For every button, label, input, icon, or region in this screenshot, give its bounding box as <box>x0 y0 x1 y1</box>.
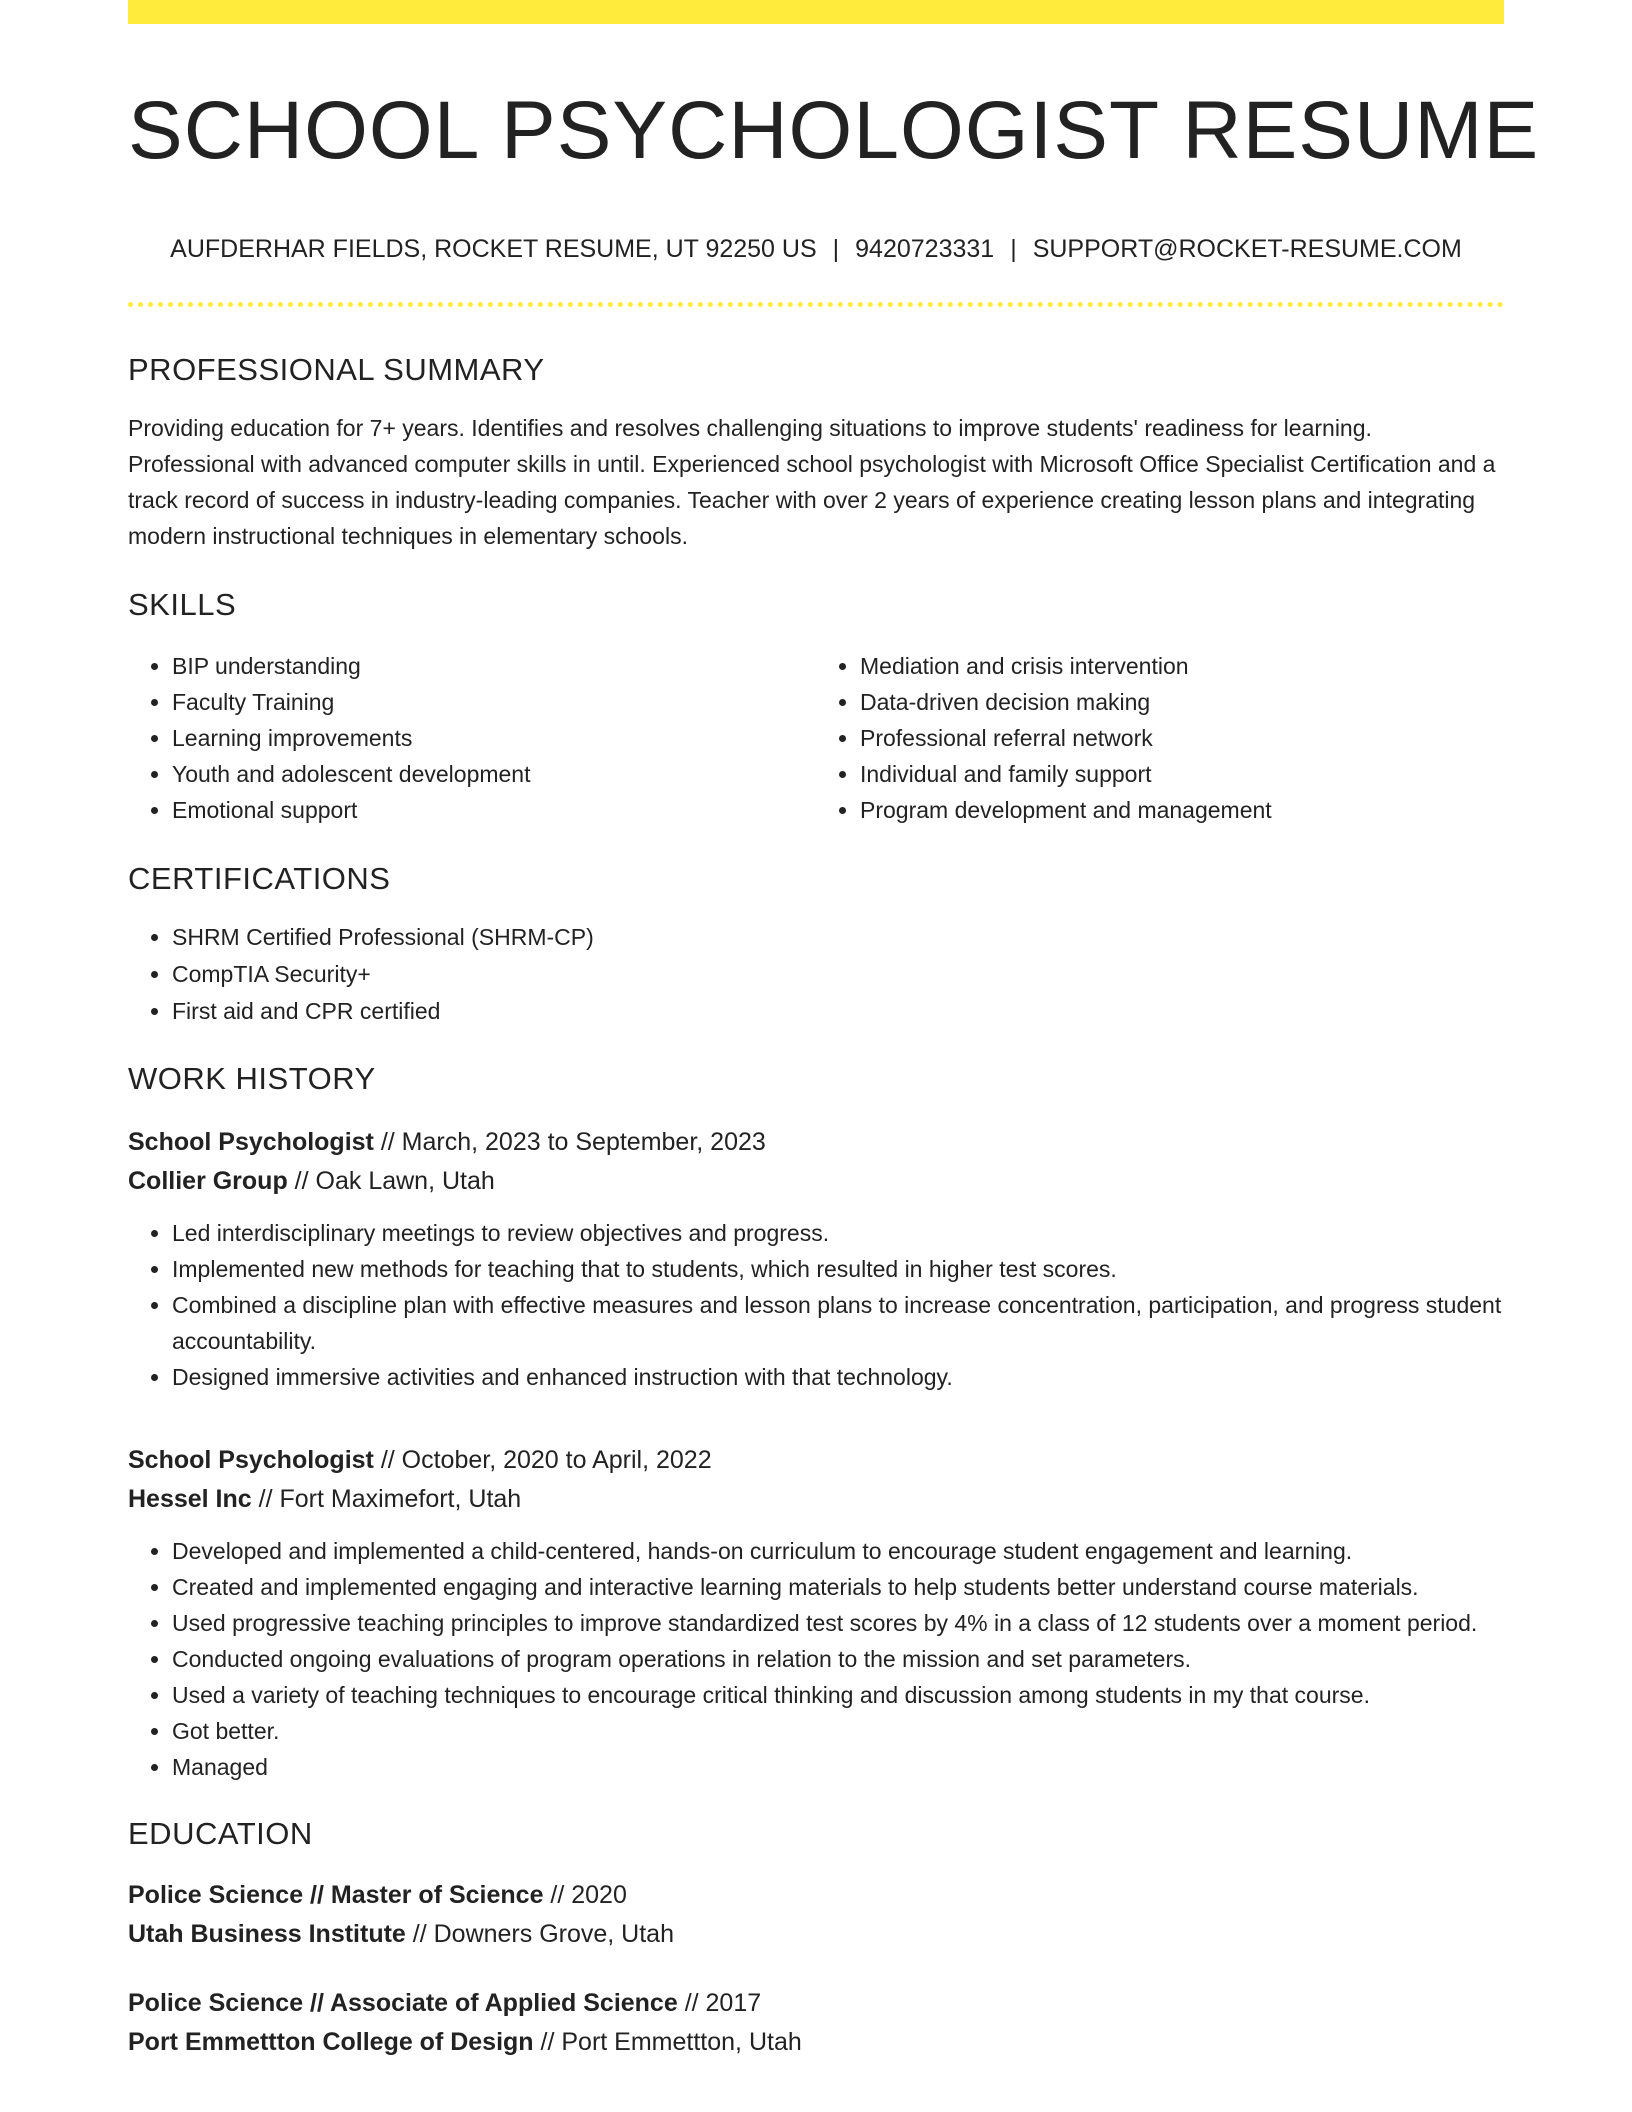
job-company-line <box>128 1162 1504 1201</box>
education-year: // 2020 <box>543 1881 627 1910</box>
skill-item: • Faculty Training <box>172 684 816 720</box>
skill-item: • Emotional support <box>172 792 816 828</box>
job-bullet: • Developed and implemented a child-centered, hands-on curriculum to encourage student engagement and learning. <box>172 1533 1504 1569</box>
section-title-certifications: CERTIFICATIONS <box>128 860 391 896</box>
job-bullet: • Implemented new methods for teaching that to students, which resulted in higher test scores. <box>172 1251 1504 1287</box>
skill-item: • Youth and adolescent development <box>172 756 816 792</box>
skills-columns <box>128 648 1504 828</box>
education-location: // Downers Grove, Utah <box>405 1920 674 1949</box>
certification-item: • First aid and CPR certified <box>172 993 1504 1030</box>
job-company: Collier Group <box>128 1166 288 1195</box>
education-entry <box>128 1876 1504 1954</box>
education-year: // 2017 <box>677 1989 762 2018</box>
job-company-line <box>128 1480 1504 1519</box>
education-degree-line <box>128 1876 1504 1915</box>
certification-item: • SHRM Certified Professional (SHRM-CP) <box>172 919 1504 956</box>
skill-item: • Individual and family support <box>860 756 1504 792</box>
job-role: School Psychologist <box>128 1127 374 1156</box>
section-title-education: EDUCATION <box>128 1815 313 1851</box>
job-bullet: • Combined a discipline plan with effective measures and lesson plans to increase concentration, participation, and progress student accountability. <box>172 1287 1504 1359</box>
contact-separator: | <box>832 235 840 264</box>
section-title-summary: PROFESSIONAL SUMMARY <box>128 352 545 388</box>
job-bullet: • Created and implemented engaging and interactive learning materials to help students better understand course materials. <box>172 1569 1504 1605</box>
job-dates: // October, 2020 to April, 2022 <box>373 1445 712 1474</box>
certification-item: • CompTIA Security+ <box>172 956 1504 993</box>
job-entry <box>128 1441 1504 1785</box>
contact-separator: | <box>1010 235 1017 264</box>
skill-item: • Professional referral network <box>860 720 1504 756</box>
education-degree: Police Science // Associate of Applied Science <box>128 1989 678 2018</box>
certifications-list <box>128 919 1504 1030</box>
job-role-line <box>128 1441 1504 1480</box>
section-title-work-history: WORK HISTORY <box>128 1060 376 1096</box>
skills-list-right <box>816 648 1504 828</box>
skill-item: • Data-driven decision making <box>860 684 1504 720</box>
resume-title: SCHOOL PSYCHOLOGIST RESUME <box>128 85 1540 176</box>
email: SUPPORT@ROCKET-RESUME.COM <box>1032 235 1462 264</box>
skill-item: • BIP understanding <box>172 648 816 684</box>
address: AUFDERHAR FIELDS, ROCKET RESUME, UT 92250 US <box>170 235 817 264</box>
skill-item: • Program development and management <box>860 792 1504 828</box>
job-bullet: • Conducted ongoing evaluations of program operations in relation to the mission and set parameters. <box>172 1641 1504 1677</box>
job-dates: // March, 2023 to September, 2023 <box>373 1127 766 1156</box>
education-location: // Port Emmettton, Utah <box>533 2028 802 2057</box>
job-bullets <box>128 1215 1504 1395</box>
education-degree: Police Science // Master of Science <box>128 1881 544 1910</box>
job-bullet: • Managed <box>172 1749 1504 1785</box>
job-bullet: • Led interdisciplinary meetings to review objectives and progress. <box>172 1215 1504 1251</box>
summary-text: Providing education for 7+ years. Identifies and resolves challenging situations to improve students' readiness for learning. Professional with advanced computer skills in until. Experienced school psychologist with Microsoft Office Specialist Certification and a track record of success in industry-leading companies. Teacher with over 2 years of experience creating lesson plans and integrating modern instructional techniques in elementary schools. <box>128 415 1496 550</box>
job-role: School Psychologist <box>128 1445 374 1474</box>
job-company: Hessel Inc <box>128 1484 252 1513</box>
skill-item: • Mediation and crisis intervention <box>860 648 1504 684</box>
job-location: // Fort Maximefort, Utah <box>251 1484 522 1513</box>
education-school-line <box>128 1915 1504 1954</box>
job-bullet: • Used a variety of teaching techniques to encourage critical thinking and discussion among students in my that course. <box>172 1677 1504 1713</box>
job-entry <box>128 1123 1504 1395</box>
job-location: // Oak Lawn, Utah <box>287 1166 495 1195</box>
top-accent-bar <box>128 0 1504 24</box>
phone: 9420723331 <box>855 235 995 264</box>
education-school-line <box>128 2023 1504 2062</box>
dotted-divider <box>128 302 1504 307</box>
education-degree-line <box>128 1984 1504 2023</box>
education-entry <box>128 1984 1504 2062</box>
job-role-line <box>128 1123 1504 1162</box>
job-bullet: • Designed immersive activities and enhanced instruction with that technology. <box>172 1359 1504 1395</box>
skill-item: • Learning improvements <box>172 720 816 756</box>
resume-page <box>128 0 1540 2062</box>
job-bullet: • Used progressive teaching principles to improve standardized test scores by 4% in a class of 12 students over a moment period. <box>172 1605 1504 1641</box>
job-bullets <box>128 1533 1504 1785</box>
job-bullet: • Got better. <box>172 1713 1504 1749</box>
section-title-skills: SKILLS <box>128 587 237 623</box>
contact-line <box>128 234 1504 264</box>
education-school: Port Emmettton College of Design <box>128 2028 534 2057</box>
skills-list-left <box>128 648 816 828</box>
education-school: Utah Business Institute <box>128 1920 406 1949</box>
